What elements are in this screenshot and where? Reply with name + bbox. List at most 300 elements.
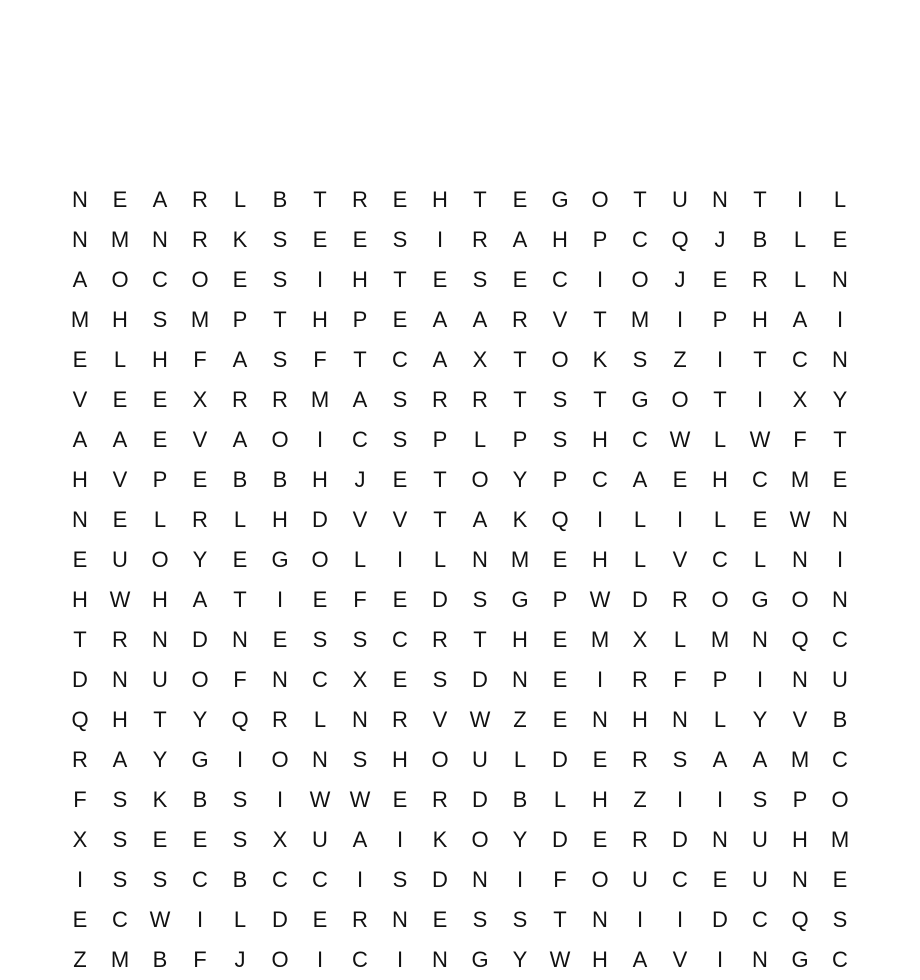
grid-letter[interactable]: X	[792, 387, 808, 412]
grid-letter[interactable]: O	[711, 587, 729, 612]
grid-letter[interactable]: E	[672, 467, 688, 492]
grid-letter[interactable]: T	[753, 347, 767, 372]
grid-letter[interactable]: V	[432, 707, 448, 732]
grid-letter[interactable]: E	[392, 587, 408, 612]
grid-letter[interactable]: S	[672, 747, 688, 772]
grid-letter[interactable]: P	[592, 227, 608, 252]
grid-letter[interactable]: F	[193, 947, 207, 972]
grid-letter[interactable]: U	[752, 827, 768, 852]
grid-letter[interactable]: H	[312, 307, 328, 332]
grid-letter[interactable]: V	[72, 387, 88, 412]
grid-letter[interactable]: A	[72, 267, 88, 292]
grid-letter[interactable]: Y	[512, 827, 528, 852]
grid-letter[interactable]: N	[512, 667, 528, 692]
grid-letter[interactable]: T	[553, 907, 567, 932]
grid-letter[interactable]: G	[271, 547, 289, 572]
grid-letter[interactable]: H	[72, 587, 88, 612]
grid-letter[interactable]: I	[596, 267, 604, 292]
grid-letter[interactable]: A	[352, 827, 368, 852]
grid-letter[interactable]: I	[76, 867, 84, 892]
grid-letter[interactable]: D	[552, 827, 568, 852]
grid-letter[interactable]: L	[233, 187, 247, 212]
grid-letter[interactable]: E	[432, 267, 448, 292]
grid-letter[interactable]: I	[316, 427, 324, 452]
grid-letter[interactable]: P	[232, 307, 248, 332]
grid-letter[interactable]: S	[472, 907, 488, 932]
grid-letter[interactable]: I	[676, 787, 684, 812]
grid-letter[interactable]: E	[712, 867, 728, 892]
grid-letter[interactable]: E	[592, 747, 608, 772]
grid-letter[interactable]: I	[796, 187, 804, 212]
grid-letter[interactable]: N	[72, 507, 88, 532]
grid-letter[interactable]: L	[153, 507, 167, 532]
grid-letter[interactable]: S	[512, 907, 528, 932]
grid-letter[interactable]: P	[792, 787, 808, 812]
grid-letter[interactable]: L	[313, 707, 327, 732]
grid-letter[interactable]: L	[113, 347, 127, 372]
grid-letter[interactable]: U	[832, 667, 848, 692]
grid-letter[interactable]: I	[836, 547, 844, 572]
grid-letter[interactable]: A	[232, 427, 248, 452]
grid-letter[interactable]: A	[792, 307, 808, 332]
grid-letter[interactable]: L	[513, 747, 527, 772]
grid-letter[interactable]: S	[632, 347, 648, 372]
grid-letter[interactable]: R	[752, 267, 768, 292]
grid-letter[interactable]: K	[232, 227, 248, 252]
grid-letter[interactable]: W	[469, 707, 491, 732]
grid-letter[interactable]: O	[151, 547, 169, 572]
grid-letter[interactable]: O	[111, 267, 129, 292]
grid-letter[interactable]: M	[790, 747, 810, 772]
grid-letter[interactable]: W	[789, 507, 811, 532]
grid-letter[interactable]: Z	[673, 347, 687, 372]
grid-letter[interactable]: N	[392, 907, 408, 932]
grid-letter[interactable]: O	[551, 347, 569, 372]
grid-letter[interactable]: E	[712, 267, 728, 292]
grid-letter[interactable]: C	[312, 667, 328, 692]
grid-letter[interactable]: L	[753, 547, 767, 572]
grid-letter[interactable]: Q	[671, 227, 689, 252]
grid-letter[interactable]: A	[152, 187, 168, 212]
grid-letter[interactable]: F	[73, 787, 87, 812]
grid-letter[interactable]: C	[152, 267, 168, 292]
grid-letter[interactable]: S	[272, 267, 288, 292]
grid-letter[interactable]: I	[436, 227, 444, 252]
grid-letter[interactable]: G	[791, 947, 809, 972]
grid-letter[interactable]: E	[152, 427, 168, 452]
grid-letter[interactable]: A	[432, 307, 448, 332]
grid-letter[interactable]: D	[552, 747, 568, 772]
grid-letter[interactable]: N	[832, 347, 848, 372]
grid-letter[interactable]: Y	[832, 387, 848, 412]
grid-letter[interactable]: R	[392, 707, 408, 732]
grid-letter[interactable]: A	[72, 427, 88, 452]
grid-letter[interactable]: T	[593, 307, 607, 332]
grid-letter[interactable]: Y	[512, 947, 528, 972]
grid-letter[interactable]: S	[552, 427, 568, 452]
grid-letter[interactable]: Z	[513, 707, 527, 732]
grid-letter[interactable]: V	[552, 307, 568, 332]
grid-letter[interactable]: Q	[231, 707, 249, 732]
grid-letter[interactable]: S	[272, 347, 288, 372]
grid-letter[interactable]: P	[352, 307, 368, 332]
grid-letter[interactable]: K	[592, 347, 608, 372]
grid-letter[interactable]: I	[516, 867, 524, 892]
grid-letter[interactable]: I	[676, 307, 684, 332]
grid-letter[interactable]: G	[751, 587, 769, 612]
grid-letter[interactable]: E	[552, 707, 568, 732]
grid-letter[interactable]: R	[632, 747, 648, 772]
grid-letter[interactable]: G	[511, 587, 529, 612]
grid-letter[interactable]: S	[552, 387, 568, 412]
grid-letter[interactable]: R	[72, 747, 88, 772]
grid-letter[interactable]: L	[713, 707, 727, 732]
grid-letter[interactable]: E	[392, 467, 408, 492]
grid-letter[interactable]: T	[153, 707, 167, 732]
grid-letter[interactable]: E	[152, 387, 168, 412]
grid-letter[interactable]: I	[756, 667, 764, 692]
grid-letter[interactable]: M	[590, 627, 610, 652]
grid-letter[interactable]: U	[472, 747, 488, 772]
grid-letter[interactable]: N	[152, 227, 168, 252]
grid-letter[interactable]: M	[510, 547, 530, 572]
grid-letter[interactable]: A	[232, 347, 248, 372]
grid-letter[interactable]: M	[310, 387, 330, 412]
grid-letter[interactable]: I	[596, 667, 604, 692]
grid-letter[interactable]: O	[311, 547, 329, 572]
grid-letter[interactable]: E	[192, 827, 208, 852]
grid-letter[interactable]: B	[272, 187, 288, 212]
grid-letter[interactable]: I	[276, 787, 284, 812]
grid-letter[interactable]: C	[632, 227, 648, 252]
grid-letter[interactable]: L	[793, 227, 807, 252]
grid-letter[interactable]: R	[512, 307, 528, 332]
grid-letter[interactable]: A	[352, 387, 368, 412]
grid-letter[interactable]: L	[833, 187, 847, 212]
grid-letter[interactable]: E	[232, 547, 248, 572]
grid-letter[interactable]: T	[713, 387, 727, 412]
grid-letter[interactable]: K	[512, 507, 528, 532]
grid-letter[interactable]: L	[713, 427, 727, 452]
grid-letter[interactable]: D	[272, 907, 288, 932]
grid-letter[interactable]: N	[152, 627, 168, 652]
grid-letter[interactable]: V	[672, 947, 688, 972]
grid-letter[interactable]: W	[549, 947, 571, 972]
grid-letter[interactable]: D	[312, 507, 328, 532]
grid-letter[interactable]: E	[832, 467, 848, 492]
grid-letter[interactable]: S	[112, 867, 128, 892]
grid-letter[interactable]: S	[112, 787, 128, 812]
grid-letter[interactable]: B	[272, 467, 288, 492]
grid-letter[interactable]: I	[356, 867, 364, 892]
grid-letter[interactable]: X	[272, 827, 288, 852]
grid-letter[interactable]: N	[352, 707, 368, 732]
grid-letter[interactable]: N	[832, 587, 848, 612]
grid-letter[interactable]: R	[432, 387, 448, 412]
grid-letter[interactable]: N	[472, 867, 488, 892]
grid-letter[interactable]: G	[471, 947, 489, 972]
grid-letter[interactable]: A	[712, 747, 728, 772]
grid-letter[interactable]: N	[312, 747, 328, 772]
grid-letter[interactable]: E	[832, 867, 848, 892]
grid-letter[interactable]: P	[152, 467, 168, 492]
grid-letter[interactable]: N	[752, 947, 768, 972]
grid-letter[interactable]: N	[272, 667, 288, 692]
grid-letter[interactable]: I	[716, 347, 724, 372]
grid-letter[interactable]: E	[392, 667, 408, 692]
grid-letter[interactable]: T	[833, 427, 847, 452]
grid-letter[interactable]: S	[232, 827, 248, 852]
grid-letter[interactable]: T	[753, 187, 767, 212]
grid-letter[interactable]: I	[196, 907, 204, 932]
grid-letter[interactable]: O	[671, 387, 689, 412]
grid-letter[interactable]: I	[716, 787, 724, 812]
grid-letter[interactable]: L	[233, 907, 247, 932]
grid-letter[interactable]: E	[352, 227, 368, 252]
grid-letter[interactable]: T	[393, 267, 407, 292]
grid-letter[interactable]: G	[551, 187, 569, 212]
grid-letter[interactable]: A	[472, 507, 488, 532]
grid-letter[interactable]: N	[232, 627, 248, 652]
grid-letter[interactable]: S	[392, 427, 408, 452]
grid-letter[interactable]: F	[233, 667, 247, 692]
grid-letter[interactable]: K	[432, 827, 448, 852]
grid-letter[interactable]: D	[72, 667, 88, 692]
grid-letter[interactable]: H	[152, 347, 168, 372]
grid-letter[interactable]: P	[552, 467, 568, 492]
grid-letter[interactable]: L	[633, 507, 647, 532]
grid-letter[interactable]: C	[392, 627, 408, 652]
grid-letter[interactable]: N	[592, 707, 608, 732]
grid-letter[interactable]: I	[676, 907, 684, 932]
grid-letter[interactable]: N	[72, 227, 88, 252]
grid-letter[interactable]: E	[112, 507, 128, 532]
grid-letter[interactable]: J	[674, 267, 686, 292]
grid-letter[interactable]: L	[633, 547, 647, 572]
grid-letter[interactable]: N	[752, 627, 768, 652]
grid-letter[interactable]: L	[713, 507, 727, 532]
grid-letter[interactable]: U	[312, 827, 328, 852]
grid-letter[interactable]: U	[632, 867, 648, 892]
grid-letter[interactable]: Q	[71, 707, 89, 732]
grid-letter[interactable]: W	[309, 787, 331, 812]
grid-letter[interactable]: E	[392, 307, 408, 332]
grid-letter[interactable]: C	[352, 427, 368, 452]
grid-letter[interactable]: E	[752, 507, 768, 532]
grid-letter[interactable]: R	[272, 707, 288, 732]
grid-letter[interactable]: Y	[512, 467, 528, 492]
grid-letter[interactable]: I	[596, 507, 604, 532]
grid-letter[interactable]: B	[152, 947, 168, 972]
grid-letter[interactable]: H	[592, 427, 608, 452]
grid-letter[interactable]: H	[112, 307, 128, 332]
grid-letter[interactable]: H	[112, 707, 128, 732]
grid-letter[interactable]: C	[392, 347, 408, 372]
grid-letter[interactable]: N	[792, 667, 808, 692]
grid-letter[interactable]: H	[272, 507, 288, 532]
grid-letter[interactable]: E	[312, 587, 328, 612]
grid-letter[interactable]: N	[712, 827, 728, 852]
grid-letter[interactable]: V	[192, 427, 208, 452]
grid-letter[interactable]: O	[271, 747, 289, 772]
grid-letter[interactable]: B	[832, 707, 848, 732]
grid-letter[interactable]: S	[272, 227, 288, 252]
grid-letter[interactable]: A	[472, 307, 488, 332]
grid-letter[interactable]: S	[832, 907, 848, 932]
grid-letter[interactable]: V	[352, 507, 368, 532]
grid-letter[interactable]: I	[396, 827, 404, 852]
grid-letter[interactable]: O	[591, 867, 609, 892]
grid-letter[interactable]: H	[752, 307, 768, 332]
grid-letter[interactable]: A	[112, 427, 128, 452]
grid-letter[interactable]: R	[352, 187, 368, 212]
grid-letter[interactable]: C	[832, 747, 848, 772]
grid-letter[interactable]: Z	[73, 947, 87, 972]
grid-letter[interactable]: O	[631, 267, 649, 292]
grid-letter[interactable]: C	[752, 907, 768, 932]
grid-letter[interactable]: L	[473, 427, 487, 452]
grid-letter[interactable]: S	[232, 787, 248, 812]
grid-letter[interactable]: R	[352, 907, 368, 932]
grid-letter[interactable]: N	[832, 507, 848, 532]
grid-letter[interactable]: F	[313, 347, 327, 372]
grid-letter[interactable]: C	[192, 867, 208, 892]
grid-letter[interactable]: G	[631, 387, 649, 412]
grid-letter[interactable]: H	[632, 707, 648, 732]
grid-letter[interactable]: H	[512, 627, 528, 652]
grid-letter[interactable]: J	[714, 227, 726, 252]
grid-letter[interactable]: H	[352, 267, 368, 292]
grid-letter[interactable]: E	[552, 667, 568, 692]
grid-letter[interactable]: C	[352, 947, 368, 972]
grid-letter[interactable]: B	[232, 867, 248, 892]
grid-letter[interactable]: D	[712, 907, 728, 932]
grid-letter[interactable]: E	[72, 907, 88, 932]
grid-letter[interactable]: T	[633, 187, 647, 212]
grid-letter[interactable]: E	[832, 227, 848, 252]
grid-letter[interactable]: C	[752, 467, 768, 492]
grid-letter[interactable]: S	[432, 667, 448, 692]
grid-letter[interactable]: Q	[791, 907, 809, 932]
grid-letter[interactable]: I	[836, 307, 844, 332]
grid-letter[interactable]: A	[752, 747, 768, 772]
grid-letter[interactable]: N	[72, 187, 88, 212]
grid-letter[interactable]: C	[312, 867, 328, 892]
grid-letter[interactable]: E	[112, 187, 128, 212]
grid-letter[interactable]: T	[513, 347, 527, 372]
grid-letter[interactable]: L	[553, 787, 567, 812]
grid-letter[interactable]: P	[552, 587, 568, 612]
grid-letter[interactable]: E	[512, 187, 528, 212]
grid-letter[interactable]: N	[712, 187, 728, 212]
grid-letter[interactable]: T	[273, 307, 287, 332]
grid-letter[interactable]: R	[672, 587, 688, 612]
grid-letter[interactable]: S	[112, 827, 128, 852]
grid-letter[interactable]: M	[630, 307, 650, 332]
grid-letter[interactable]: F	[673, 667, 687, 692]
grid-letter[interactable]: X	[192, 387, 208, 412]
grid-letter[interactable]: H	[792, 827, 808, 852]
grid-letter[interactable]: H	[592, 787, 608, 812]
grid-letter[interactable]: Q	[791, 627, 809, 652]
grid-letter[interactable]: U	[752, 867, 768, 892]
grid-letter[interactable]: Y	[192, 547, 208, 572]
grid-letter[interactable]: O	[431, 747, 449, 772]
grid-letter[interactable]: J	[354, 467, 366, 492]
grid-letter[interactable]: C	[632, 427, 648, 452]
grid-letter[interactable]: O	[271, 427, 289, 452]
grid-letter[interactable]: R	[112, 627, 128, 652]
grid-letter[interactable]: R	[632, 827, 648, 852]
grid-letter[interactable]: J	[234, 947, 246, 972]
grid-letter[interactable]: T	[473, 627, 487, 652]
grid-letter[interactable]: S	[352, 627, 368, 652]
grid-letter[interactable]: H	[432, 187, 448, 212]
grid-letter[interactable]: M	[790, 467, 810, 492]
grid-letter[interactable]: W	[109, 587, 131, 612]
grid-letter[interactable]: C	[112, 907, 128, 932]
grid-letter[interactable]: C	[552, 267, 568, 292]
grid-letter[interactable]: X	[352, 667, 368, 692]
grid-letter[interactable]: T	[313, 187, 327, 212]
grid-letter[interactable]: H	[72, 467, 88, 492]
grid-letter[interactable]: O	[831, 787, 849, 812]
grid-letter[interactable]: D	[472, 787, 488, 812]
grid-letter[interactable]: X	[472, 347, 488, 372]
grid-letter[interactable]: N	[432, 947, 448, 972]
grid-letter[interactable]: L	[233, 507, 247, 532]
grid-letter[interactable]: S	[392, 227, 408, 252]
grid-letter[interactable]: M	[110, 947, 130, 972]
grid-letter[interactable]: I	[636, 907, 644, 932]
grid-letter[interactable]: T	[233, 587, 247, 612]
grid-letter[interactable]: E	[232, 267, 248, 292]
grid-letter[interactable]: W	[589, 587, 611, 612]
grid-letter[interactable]: U	[672, 187, 688, 212]
grid-letter[interactable]: M	[710, 627, 730, 652]
grid-letter[interactable]: P	[712, 667, 728, 692]
grid-letter[interactable]: O	[591, 187, 609, 212]
grid-letter[interactable]: S	[152, 307, 168, 332]
grid-letter[interactable]: N	[112, 667, 128, 692]
grid-letter[interactable]: D	[432, 587, 448, 612]
grid-letter[interactable]: W	[669, 427, 691, 452]
grid-letter[interactable]: A	[432, 347, 448, 372]
grid-letter[interactable]: S	[472, 587, 488, 612]
grid-letter[interactable]: C	[832, 627, 848, 652]
grid-letter[interactable]: F	[553, 867, 567, 892]
grid-letter[interactable]: V	[112, 467, 128, 492]
grid-letter[interactable]: R	[432, 627, 448, 652]
grid-letter[interactable]: T	[513, 387, 527, 412]
grid-letter[interactable]: E	[192, 467, 208, 492]
grid-letter[interactable]: W	[149, 907, 171, 932]
grid-letter[interactable]: E	[552, 547, 568, 572]
grid-letter[interactable]: Y	[192, 707, 208, 732]
grid-letter[interactable]: T	[353, 347, 367, 372]
grid-letter[interactable]: E	[592, 827, 608, 852]
grid-letter[interactable]: S	[152, 867, 168, 892]
grid-letter[interactable]: A	[192, 587, 208, 612]
grid-letter[interactable]: D	[632, 587, 648, 612]
grid-letter[interactable]: M	[110, 227, 130, 252]
grid-letter[interactable]: N	[832, 267, 848, 292]
grid-letter[interactable]: W	[749, 427, 771, 452]
grid-letter[interactable]: E	[392, 187, 408, 212]
grid-letter[interactable]: M	[830, 827, 850, 852]
grid-letter[interactable]: I	[316, 267, 324, 292]
grid-letter[interactable]: T	[73, 627, 87, 652]
